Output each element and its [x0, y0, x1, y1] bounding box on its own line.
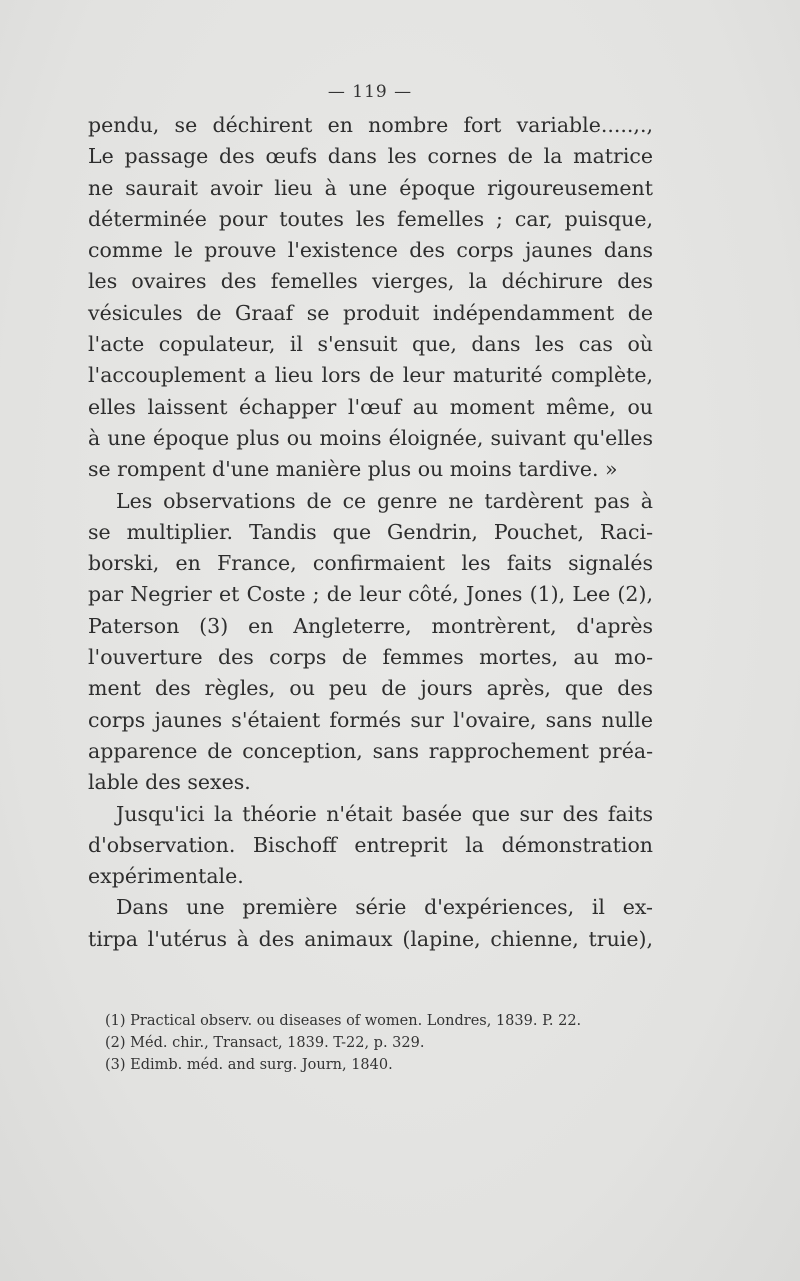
- text-line: apparence de conception, sans rapprochement préa-: [88, 738, 653, 763]
- text-line: l'ouverture des corps de femmes mortes, au mo-: [88, 645, 653, 670]
- text-line: se multiplier. Tandis que Gendrin, Pouchet, Raci-: [88, 519, 653, 544]
- text-line: les ovaires des femelles vierges, la déchirure des: [88, 269, 653, 294]
- text-line: l'acte copulateur, il s'ensuit que, dans les cas où: [88, 332, 653, 357]
- text-line: expérimentale.: [88, 864, 244, 889]
- paragraph-1: [88, 110, 653, 486]
- page-number: — 119 —: [327, 82, 413, 102]
- footnote-3: (3) Edimb. méd. and surg. Journ, 1840.: [105, 1057, 393, 1073]
- text-line: ment des règles, ou peu de jours après, que des: [88, 676, 653, 701]
- paragraph-3: [88, 799, 653, 893]
- text-line: Le passage des œufs dans les cornes de la matrice: [88, 144, 653, 169]
- text-line: Paterson (3) en Angleterre, montrèrent, d'après: [88, 613, 653, 638]
- paragraph-2: [88, 486, 653, 799]
- text-line: borski, en France, confirmaient les faits signalés: [88, 551, 653, 576]
- footnotes: [105, 1010, 655, 1076]
- text-line: à une époque plus ou moins éloignée, suivant qu'elles: [88, 425, 653, 450]
- text-line: vésicules de Graaf se produit indépendamment de: [88, 300, 653, 325]
- text-line: déterminée pour toutes les femelles ; car, puisque,: [88, 206, 653, 231]
- text-line: l'accouplement a lieu lors de leur maturité complète,: [88, 363, 653, 388]
- text-line: Les observations de ce genre ne tardèrent pas à: [116, 488, 653, 513]
- text-line: ne saurait avoir lieu à une époque rigoureusement: [88, 175, 653, 200]
- text-line: elles laissent échapper l'œuf au moment même, ou: [88, 394, 653, 419]
- footnote-2: (2) Méd. chir., Transact, 1839. T-22, p. 329.: [105, 1035, 425, 1051]
- footnote-1: (1) Practical observ. ou diseases of women. Londres, 1839. P. 22.: [105, 1013, 582, 1029]
- paragraph-4: [88, 892, 653, 955]
- text-line: par Negrier et Coste ; de leur côté, Jones (1), Lee (2),: [88, 582, 653, 607]
- text-line: Jusqu'ici la théorie n'était basée que sur des faits: [116, 801, 653, 826]
- body-text: [88, 110, 653, 955]
- text-line: lable des sexes.: [88, 770, 251, 795]
- text-line: tirpa l'utérus à des animaux (lapine, chienne, truie),: [88, 926, 653, 951]
- text-line: comme le prouve l'existence des corps jaunes dans: [88, 238, 653, 263]
- text-line: pendu, se déchirent en nombre fort variable.....,.,: [88, 113, 653, 137]
- text-line: se rompent d'une manière plus ou moins tardive. »: [88, 457, 618, 482]
- text-line: d'observation. Bischoff entreprit la démonstration: [88, 832, 653, 857]
- text-line: Dans une première série d'expériences, il ex-: [116, 895, 653, 920]
- text-line: corps jaunes s'étaient formés sur l'ovaire, sans nulle: [88, 707, 653, 732]
